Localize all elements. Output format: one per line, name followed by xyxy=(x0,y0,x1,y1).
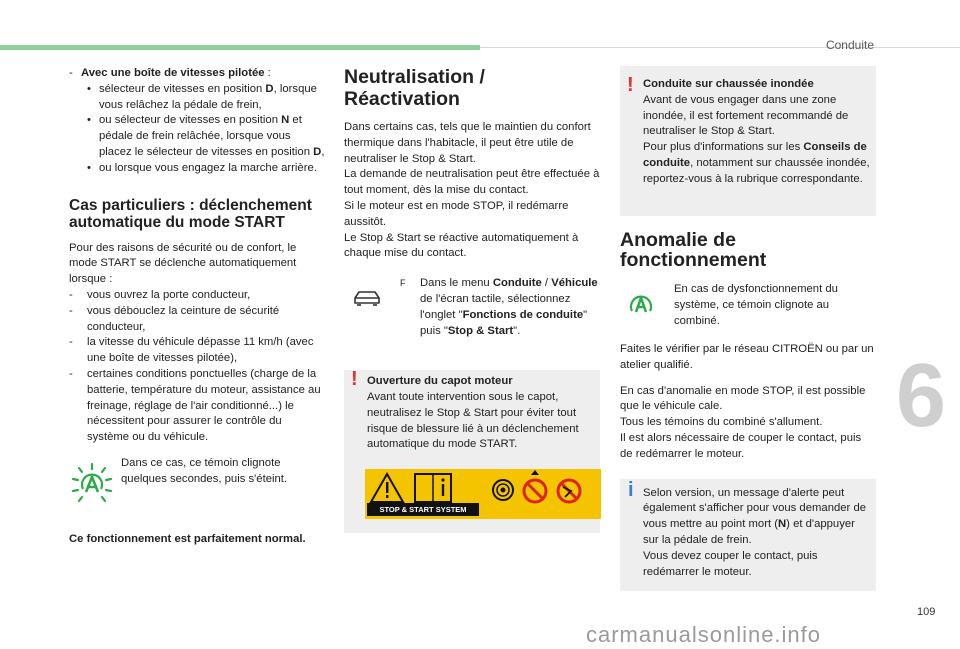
condition-item: - certaines conditions ponctuelles (charge de la batterie, température du moteur, assistance au freinage, réglage de l'air conditionné...) le nécessitent pour assurer le contrôle du système ou du véhicule. xyxy=(69,367,326,446)
text: Selon version, un message d'alerte peut également s'afficher pour vous demander de vous mettre au point mort ( xyxy=(643,486,867,531)
condition-item: - la vitesse du véhicule dépasse 11 km/h (avec une boîte de vitesses pilotée), xyxy=(69,335,326,367)
intro-colon: : xyxy=(264,67,271,79)
column-left xyxy=(69,66,326,548)
lamp-fault-note xyxy=(620,282,876,338)
fault-para-1: Faites le vérifier par le réseau CITROËN ou par un atelier qualifié. xyxy=(620,343,874,371)
header-accent-bar xyxy=(0,45,480,50)
gearbox-bullet-3: • ou lorsque vous engagez la marche arrière. xyxy=(81,161,326,177)
fault-para-2: En cas d'anomalie en mode STOP, il est possible que le véhicule cale. Tous les témoins du combiné s'allument. Il est alors nécessaire de couper le contact, puis de redémarrer le moteur. xyxy=(620,384,866,460)
link-driving-advice: Conseils de conduite xyxy=(643,141,867,169)
page-number: 109 xyxy=(917,606,936,618)
instruction-text xyxy=(420,276,598,339)
special-cases-para: Pour des raisons de sécurité ou de confort, le mode START se déclenche automatiquement lorsque : xyxy=(69,241,297,286)
header-rule xyxy=(480,47,960,48)
fault-heading: Anomalie de fonctionnement xyxy=(620,229,767,271)
instruction-block xyxy=(344,276,600,362)
text: , lorsque vous relâchez la pédale de frein, xyxy=(99,82,317,111)
neutralisation-heading: Neutralisation / Réactivation xyxy=(344,66,485,110)
chapter-tab: 6 xyxy=(882,355,960,437)
stop-start-flashing-lamp-icon xyxy=(71,462,113,504)
warning-text: Avant toute intervention sous le capot, neutralisez le Stop & Start pour éviter tout risque de blessure lié à un déclenchement automatique du mode START. xyxy=(367,390,579,451)
gear-d: D xyxy=(313,145,322,158)
gear-d: D xyxy=(265,82,274,95)
warning-text xyxy=(643,93,873,188)
stop-start-system-label: STOP & START SYSTEM xyxy=(367,503,479,516)
text: , xyxy=(321,145,325,158)
warning-box-bonnet xyxy=(344,370,600,533)
special-cases-heading: Cas particuliers : déclenchement automatique du mode START xyxy=(69,196,312,231)
lamp-fault-text: En cas de dysfonctionnement du système, ce témoin clignote au combiné. xyxy=(674,283,838,327)
info-text xyxy=(643,486,873,581)
lamp-note-text: Dans ce cas, ce témoin clignote quelques secondes, puis s'éteint. xyxy=(121,456,288,485)
warning-box-flooded-road xyxy=(620,66,876,216)
text: ) et d'appuyer sur la pédale de frein. Vous devez couper le contact, puis redémarrer le moteur. xyxy=(643,518,855,578)
text: , notamment sur chaussée inondée, reportez-vous à la rubrique correspondante. xyxy=(643,156,870,185)
neutralisation-para: Dans certains cas, tels que le maintien du confort thermique dans l'habitacle, il peut être utile de neutraliser le Stop & Start. La demande de neutralisation peut être effectuée à tout moment, dès la mise du contact. Si le moteur est en mode STOP, il redémarre aussitôt. Le Stop & Start se réactive automatiquement à chaque mise du contact. xyxy=(344,121,600,260)
menu-vehicule: Véhicule xyxy=(551,277,598,290)
warning-title: Ouverture du capot moteur xyxy=(367,375,513,388)
text: ou sélecteur de vitesses en position xyxy=(99,114,282,127)
gearbox-bullet-2 xyxy=(81,113,326,160)
text: Avant de vous engager dans une zone inondée, il est fortement recommandé de neutraliser le Stop & Start. Pour plus d'informations sur les xyxy=(643,93,849,154)
column-middle xyxy=(344,66,600,533)
condition-item: - vous débouclez la ceinture de sécurité conducteur, xyxy=(69,304,326,336)
text: ". xyxy=(513,324,521,337)
menu-conduite: Conduite xyxy=(492,277,542,290)
info-icon: i xyxy=(628,478,634,501)
section-title: Conduite xyxy=(825,38,874,52)
text: / xyxy=(541,277,552,290)
intro-dash: - xyxy=(69,67,73,79)
gear-n: N xyxy=(281,114,290,127)
gearbox-bullet-1 xyxy=(81,82,326,114)
option-stop-start: Stop & Start xyxy=(447,324,514,337)
gearbox-title: Avec une boîte de vitesses pilotée xyxy=(81,67,265,79)
lamp-note xyxy=(69,456,326,514)
warning-icon: ! xyxy=(351,368,358,391)
stop-start-lamp-icon xyxy=(628,290,654,316)
watermark: carmanualsonline.info xyxy=(586,622,822,647)
gear-n: N xyxy=(778,518,787,531)
warning-title: Conduite sur chaussée inondée xyxy=(643,78,814,90)
text: de l'écran tactile, sélectionnez l'onglet " xyxy=(420,292,571,321)
text: et pédale de frein relâchée, lorsque vous placez le sélecteur de vitesses en position xyxy=(99,114,314,158)
bonnet-label-image xyxy=(365,469,601,519)
info-box xyxy=(620,479,876,591)
text: Dans le menu xyxy=(420,277,493,290)
tab-fonctions: Fonctions de conduite xyxy=(462,308,584,321)
closing-note: Ce fonctionnement est parfaitement normal. xyxy=(69,532,306,545)
condition-item: - vous ouvrez la porte conducteur, xyxy=(69,288,326,304)
car-menu-icon xyxy=(352,288,382,308)
column-right xyxy=(620,66,876,591)
warning-icon: ! xyxy=(627,74,634,96)
text: sélecteur de vitesses en position xyxy=(99,82,266,95)
arrow-bullet: F xyxy=(400,278,406,289)
gearbox-intro xyxy=(69,66,326,82)
text: " puis " xyxy=(420,308,588,337)
